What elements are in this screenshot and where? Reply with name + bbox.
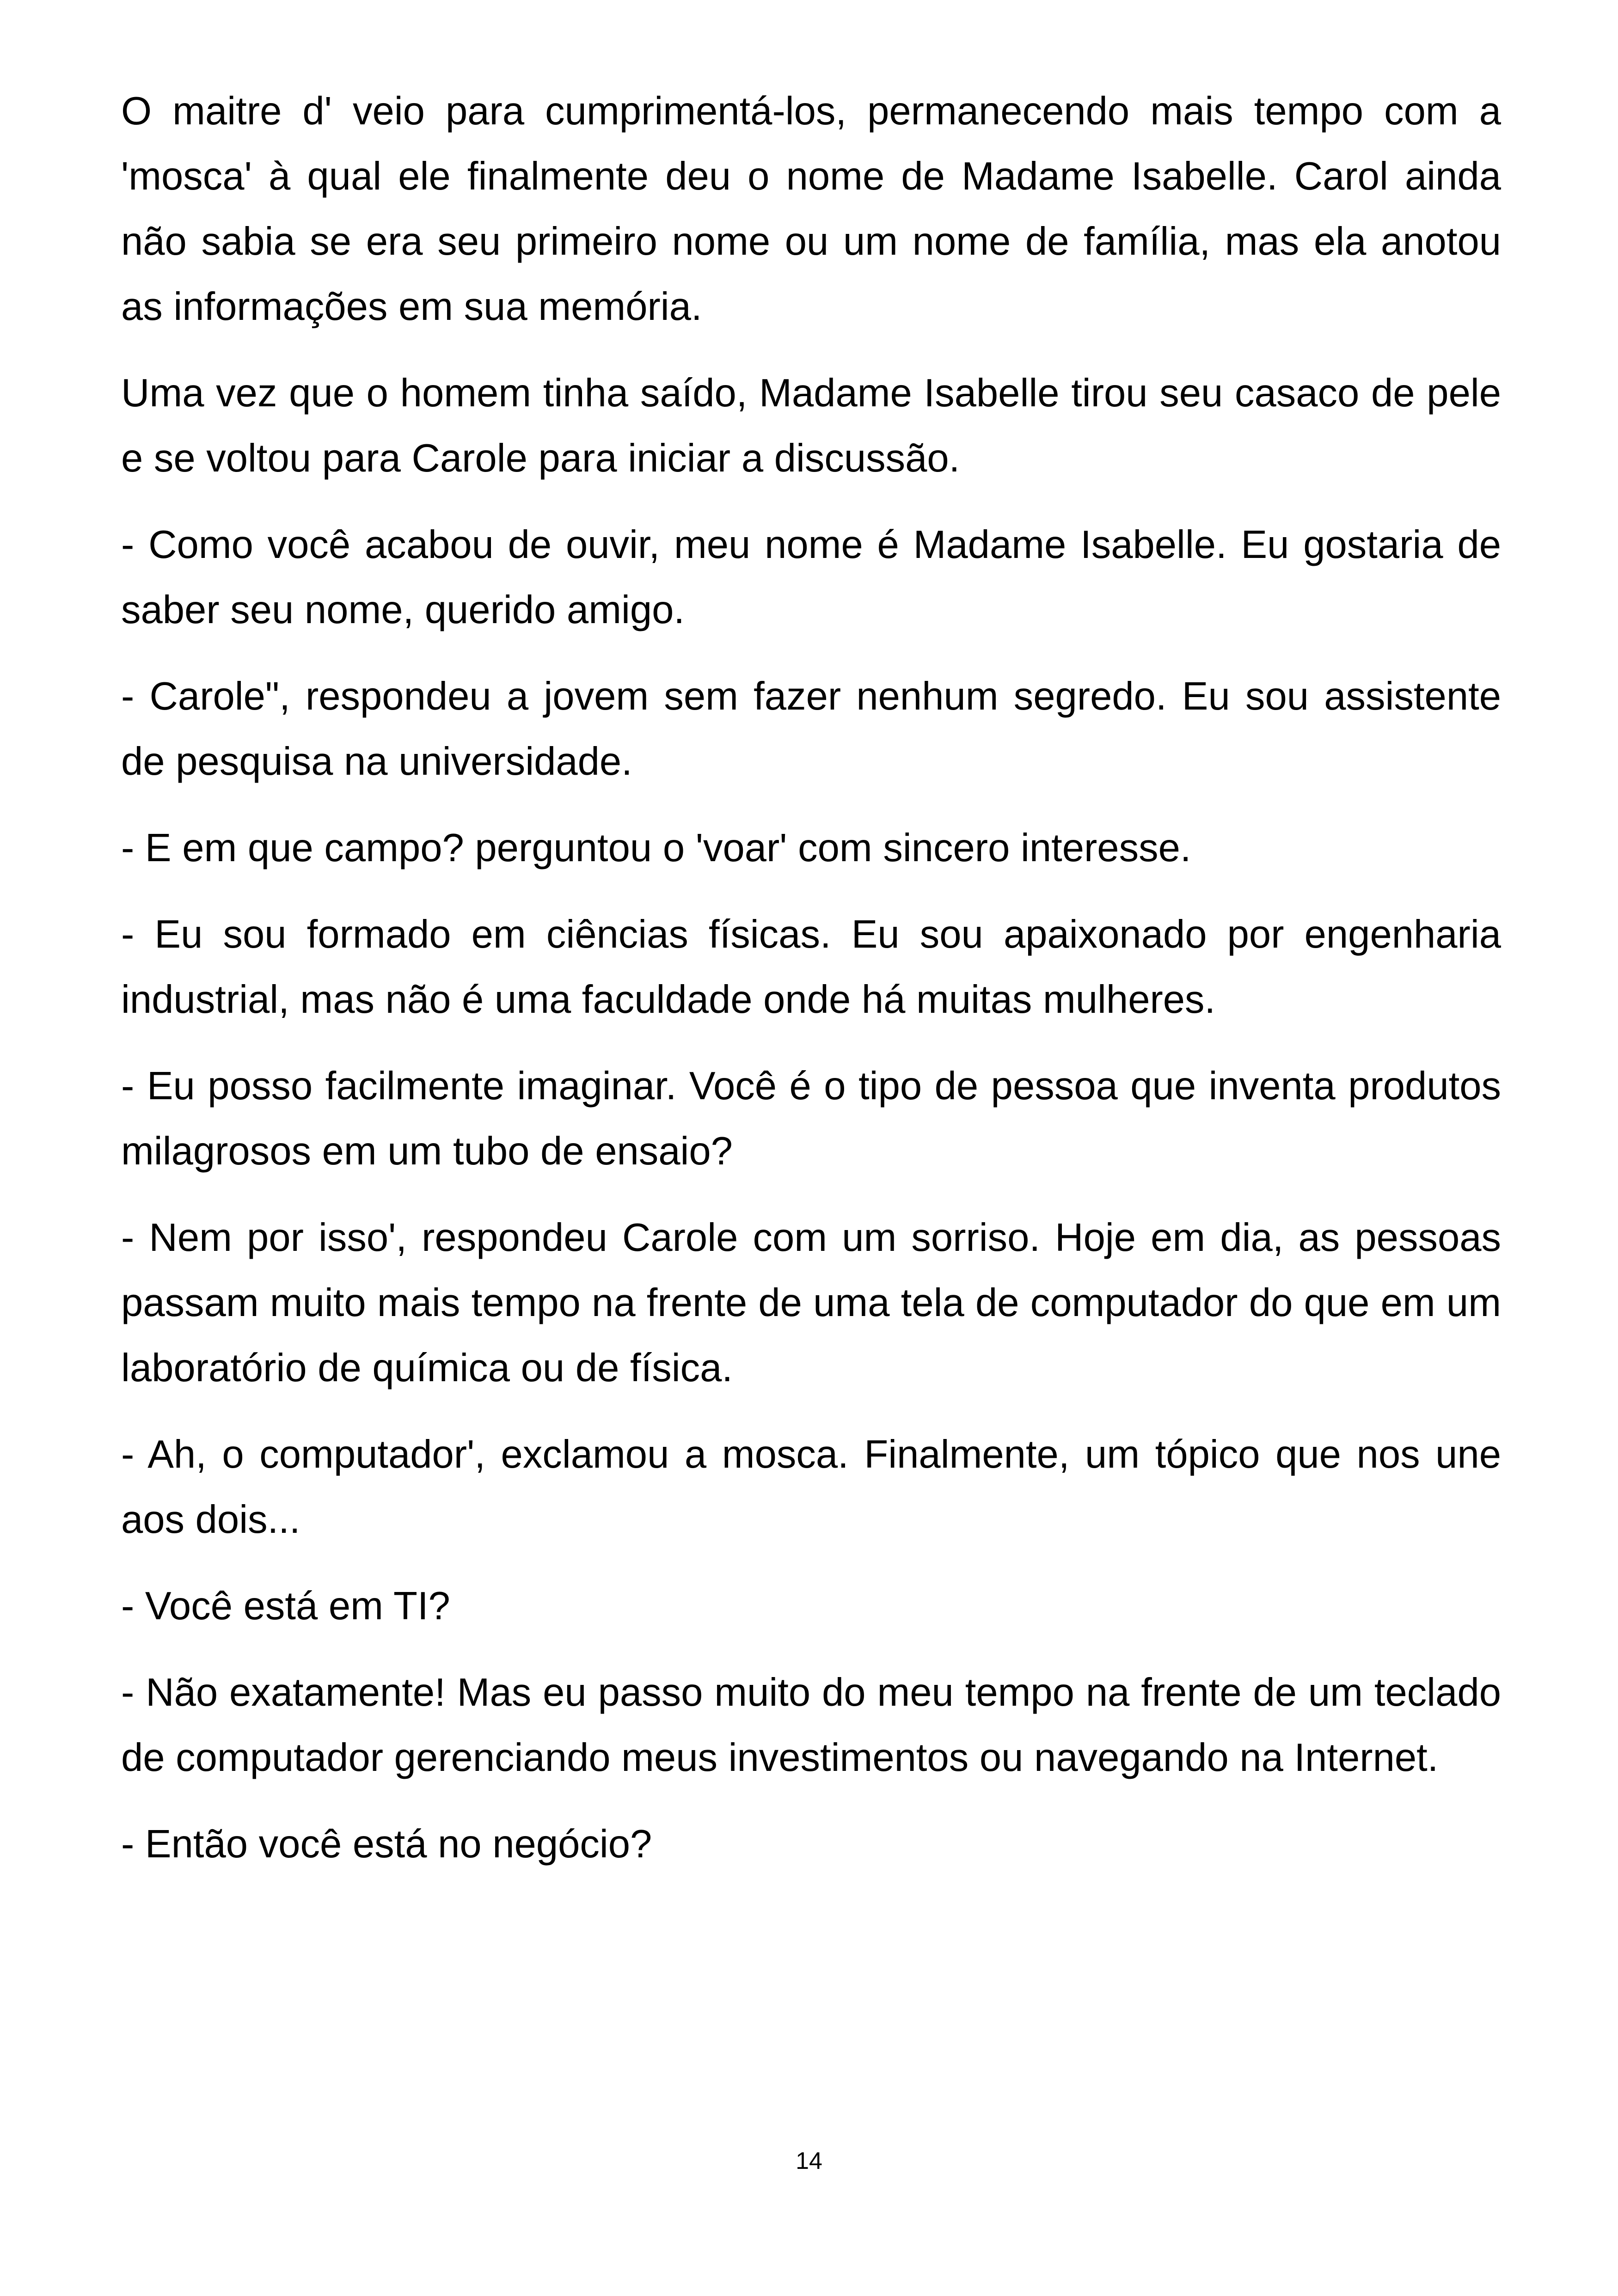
paragraph-6: - Eu sou formado em ciências físicas. Eu sou apaixonado por engenharia industrial, mas não é uma faculdade onde há muitas mulheres.	[121, 912, 1501, 1022]
paragraph-8: - Nem por isso', respondeu Carole com um sorriso. Hoje em dia, as pessoas passam muito mais tempo na frente de uma tela de computador do que em um laboratório de química ou de física.	[121, 1216, 1501, 1390]
paragraph-7: - Eu posso facilmente imaginar. Você é o tipo de pessoa que inventa produtos milagrosos em um tubo de ensaio?	[121, 1064, 1501, 1173]
paragraph-4: - Carole", respondeu a jovem sem fazer nenhum segredo. Eu sou assistente de pesquisa na universidade.	[121, 674, 1501, 784]
page-number: 14	[796, 2148, 822, 2174]
paragraph-2: Uma vez que o homem tinha saído, Madame Isabelle tirou seu casaco de pele e se voltou para Carole para iniciar a discussão.	[121, 371, 1501, 480]
paragraph-9: - Ah, o computador', exclamou a mosca. Finalmente, um tópico que nos une aos dois...	[121, 1433, 1501, 1542]
paragraph-3: - Como você acabou de ouvir, meu nome é Madame Isabelle. Eu gostaria de saber seu nome, querido amigo.	[121, 523, 1501, 632]
body-text	[121, 79, 1501, 1898]
paragraph-11: - Não exatamente! Mas eu passo muito do meu tempo na frente de um teclado de computador gerenciando meus investimentos ou navegando na Internet.	[121, 1671, 1501, 1780]
paragraph-12: - Então você está no negócio?	[121, 1822, 652, 1866]
paragraph-5: - E em que campo? perguntou o 'voar' com sincero interesse.	[121, 826, 1191, 870]
paragraph-10: - Você está em TI?	[121, 1584, 450, 1628]
paragraph-1: O maitre d' veio para cumprimentá-los, permanecendo mais tempo com a 'mosca' à qual ele finalmente deu o nome de Madame Isabelle. Carol ainda não sabia se era seu primeiro nome ou um nome de família, mas ela anotou as informações em sua memória.	[121, 89, 1501, 329]
